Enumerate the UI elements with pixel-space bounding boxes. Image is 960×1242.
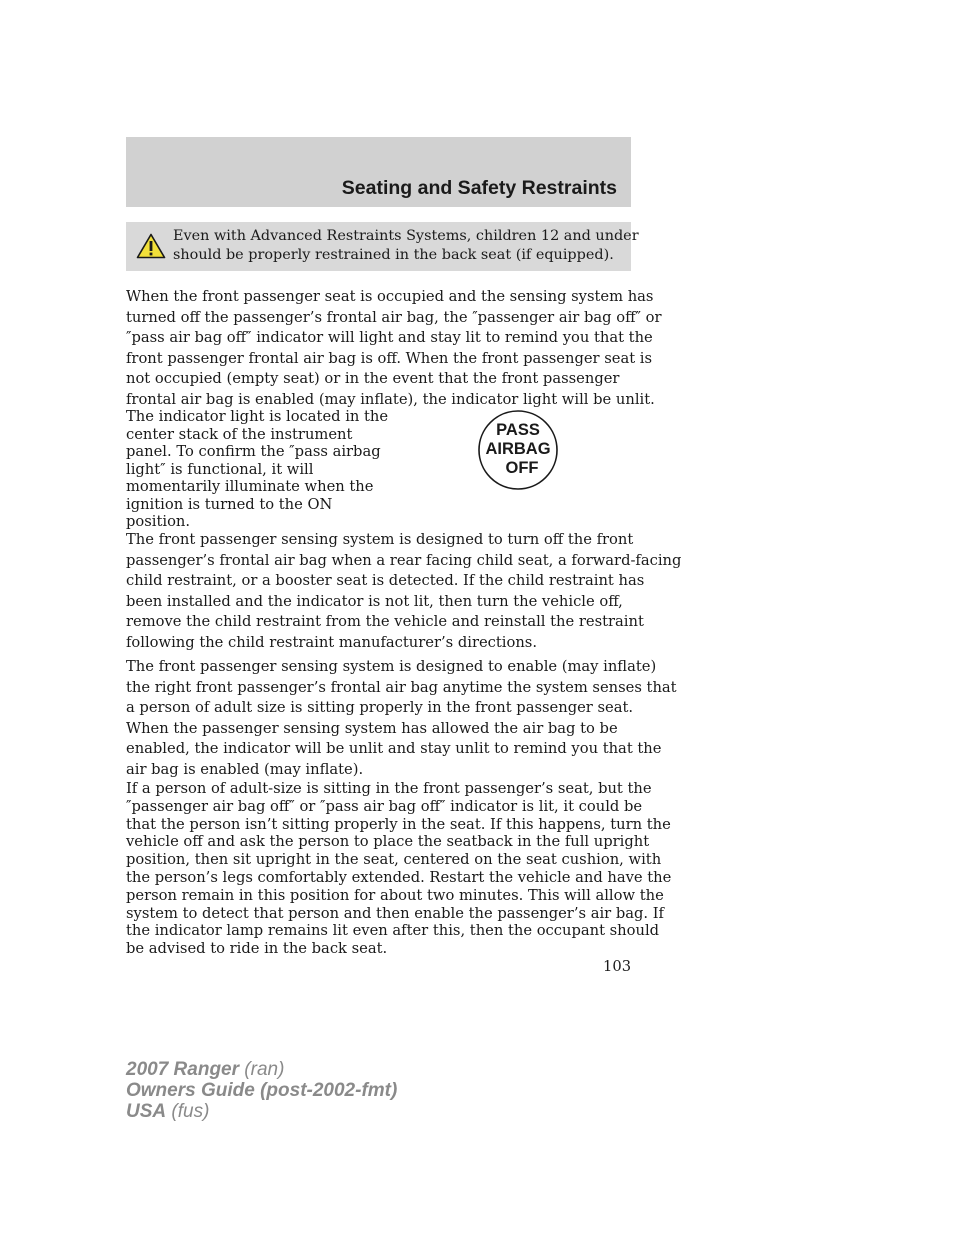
text-line: person remain in this position for about two minutes. This will allow the	[126, 886, 664, 904]
text-line: ″passenger air bag off″ or ″pass air bag off″ indicator is lit, it could be	[126, 797, 643, 815]
warning-text	[173, 227, 639, 265]
text-line: child restraint, or a booster seat is detected. If the child restraint has	[126, 572, 645, 589]
text-line: not occupied (empty seat) or in the event that the front passenger	[126, 370, 620, 388]
paragraph-adult-occupant-enable	[126, 657, 677, 781]
text-line: a person of adult size is sitting properly in the front passenger seat.	[126, 699, 634, 717]
footer-line-market	[126, 1101, 397, 1122]
text-line: momentarily illuminate when the	[126, 478, 374, 495]
text-line: ″pass air bag off″ indicator will light and stay lit to remind you that the	[126, 329, 653, 347]
text-line: position.	[126, 513, 191, 530]
paragraph-indicator-light-behavior	[126, 287, 662, 411]
warning-callout	[126, 222, 639, 271]
paragraph-child-restraint-detection	[126, 530, 681, 653]
text-line: The front passenger sensing system is designed to enable (may inflate)	[126, 658, 657, 675]
paragraph-indicator-location	[126, 408, 388, 531]
badge-text-line: PASS	[496, 421, 540, 439]
text-line: air bag is enabled (may inflate).	[126, 760, 364, 778]
section-header-band	[126, 137, 631, 207]
section-title: Seating and Safety Restraints	[341, 177, 617, 199]
footer-market: USA	[126, 1101, 167, 1122]
pass-airbag-off-indicator-icon	[477, 409, 559, 491]
text-line: When the passenger sensing system has allowed the air bag to be	[126, 719, 618, 737]
text-line: enabled, the indicator will be unlit and stay unlit to remind you that the	[126, 740, 662, 758]
text-line: If a person of adult-size is sitting in the front passenger’s seat, but the	[126, 780, 652, 797]
text-line: the indicator lamp remains lit even after this, then the occupant should	[126, 922, 660, 940]
text-line: The indicator light is located in the	[126, 408, 389, 425]
text-line: following the child restraint manufacturer’s directions.	[126, 633, 537, 651]
badge-text-line: AIRBAG	[485, 440, 551, 458]
warning-line: should be properly restrained in the back seat (if equipped).	[173, 247, 614, 263]
text-line: system to detect that person and then enable the passenger’s air bag. If	[126, 904, 664, 922]
paragraph-adult-indicator-lit	[126, 780, 671, 958]
text-line: that the person isn’t sitting properly in the seat. If this happens, turn the	[126, 815, 671, 833]
text-line: vehicle off and ask the person to place the seatback in the full upright	[126, 833, 650, 851]
text-line: position, then sit upright in the seat, centered on the seat cushion, with	[126, 851, 662, 869]
document-footer	[126, 1059, 397, 1122]
badge-text-line: OFF	[505, 459, 539, 477]
footer-line-model	[126, 1059, 397, 1080]
page-number: 103	[603, 958, 632, 975]
text-line: center stack of the instrument	[126, 425, 353, 443]
text-line: been installed and the indicator is not lit, then turn the vehicle off,	[126, 592, 623, 610]
text-line: light″ is functional, it will	[126, 460, 314, 478]
footer-model-code: (ran)	[239, 1059, 285, 1080]
text-line: the person’s legs comfortably extended. Restart the vehicle and have the	[126, 868, 672, 886]
warning-line: Even with Advanced Restraints Systems, children 12 and under	[173, 228, 639, 244]
text-line: passenger’s frontal air bag when a rear facing child seat, a forward-facing	[126, 551, 682, 569]
text-line: front passenger frontal air bag is off. When the front passenger seat is	[126, 349, 653, 367]
text-line: turned off the passenger’s frontal air bag, the ″passenger air bag off″ or	[126, 308, 662, 326]
text-line: be advised to ride in the back seat.	[126, 940, 388, 958]
text-line: remove the child restraint from the vehicle and reinstall the restraint	[126, 613, 644, 630]
text-line: The front passenger sensing system is designed to turn off the front	[126, 531, 634, 548]
footer-market-code: (fus)	[166, 1101, 210, 1122]
text-line: the right front passenger’s frontal air bag anytime the system senses that	[126, 678, 677, 696]
text-line: panel. To confirm the ″pass airbag	[126, 443, 381, 460]
warning-triangle-icon	[136, 233, 166, 259]
text-line: ignition is turned to the ON	[126, 495, 333, 513]
text-line: When the front passenger seat is occupied and the sensing system has	[126, 288, 654, 305]
footer-guide: Owners Guide (post-2002-fmt)	[126, 1080, 398, 1101]
footer-model: 2007 Ranger	[126, 1059, 240, 1080]
text-line: frontal air bag is enabled (may inflate), the indicator light will be unlit.	[126, 390, 655, 408]
